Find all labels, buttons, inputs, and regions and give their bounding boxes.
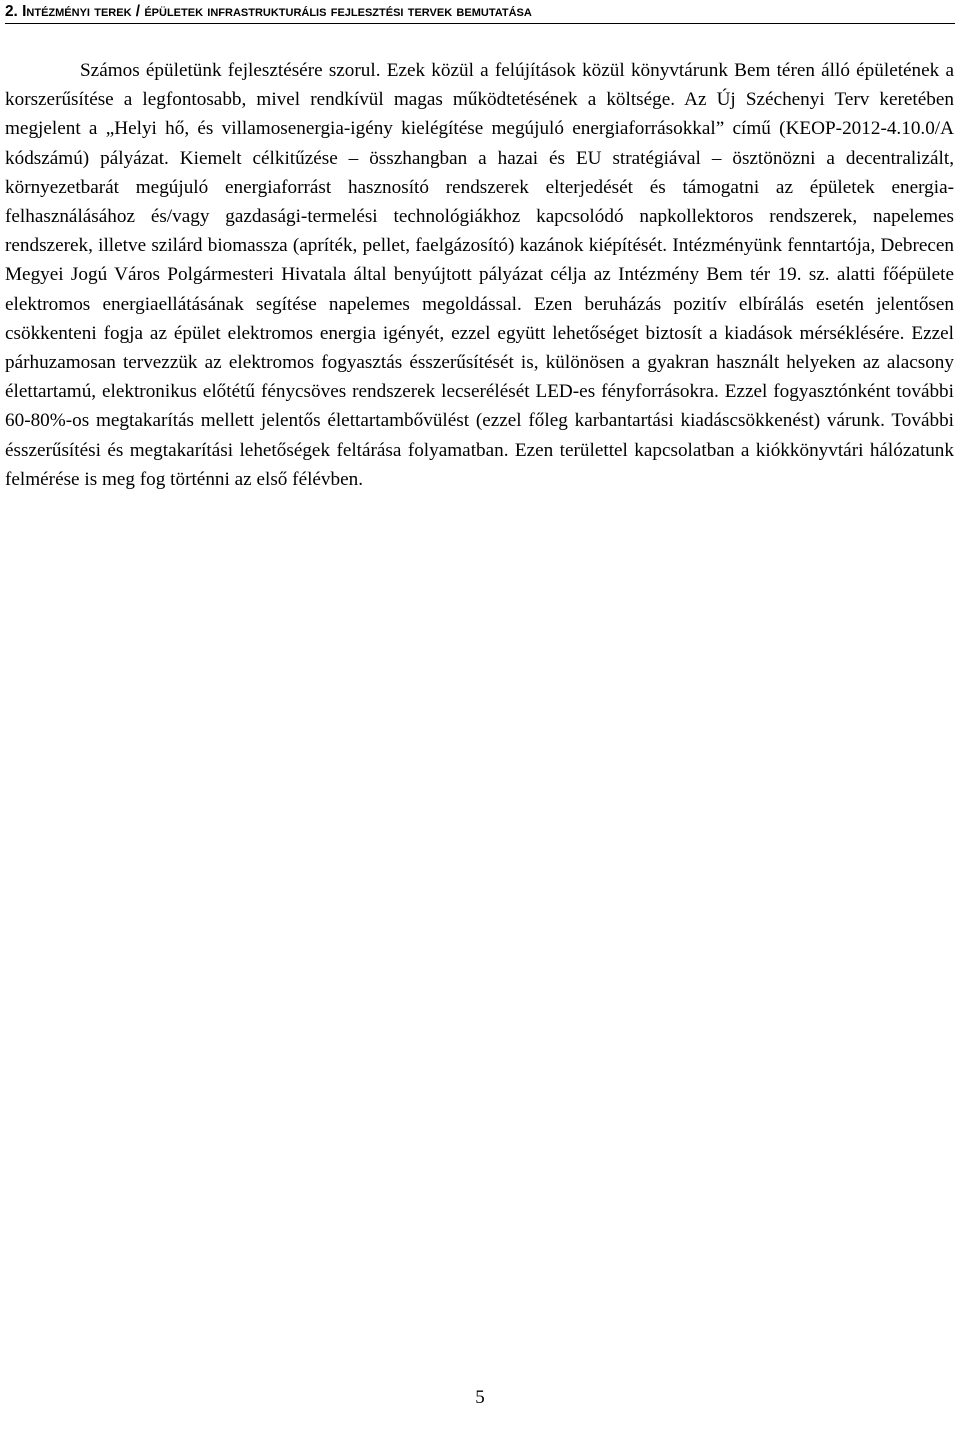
section-title: Intézményi terek / épületek infrastrukturális fejlesztési tervek bemutatása (22, 3, 532, 20)
section-number: 2. (5, 3, 18, 20)
body-paragraph: Számos épületünk fejlesztésére szorul. Ezek közül a felújítások közül könyvtárunk Bem téren álló épületének a korszerűsítése a legfontosabb, mivel rendkívül magas működtetésének a költsége. Az Új Széchenyi Terv keretében megjelent a „Helyi hő, és villamosenergia-igény kielégítése megújuló energiaforrásokkal” című (KEOP-2012-4.10.0/A kódszámú) pályázat. Kiemelt célkitűzése – összhangban a hazai és EU stratégiával – ösztönözni a decentralizált, környezetbarát megújuló energiaforrást hasznosító rendszerek elterjedését és támogatni az épületek energia-felhasználásához és/vagy gazdasági-termelési technológiákhoz kapcsolódó napkollektoros rendszerek, napelemes rendszerek, illetve szilárd biomassza (apríték, pellet, faelgázosító) kazánok kiépítését. Intézményünk fenntartója, Debrecen Megyei Jogú Város Polgármesteri Hivatala által benyújtott pályázat célja az Intézmény Bem tér 19. sz. alatti főépülete elektromos energiaellátásának segítése napelemes megoldással. Ezen beruházás pozitív elbírálás esetén jelentősen csökkenteni fogja az épület elektromos energia igényét, ezzel együtt lehetőséget biztosít a kiadások mérséklésére. Ezzel párhuzamosan tervezzük az elektromos fogyasztás ésszerűsítését is, különösen a gyakran használt helyeken az alacsony élettartamú, elektronikus előtétű fénycsöves rendszerek lecserélését LED-es fényforrásokra. Ezzel fogyasztónként további 60-80%-os megtakarítás mellett jelentős élettartambővülést (ezzel főleg karbantartási kiadáscsökkenést) várunk. További ésszerűsítési és megtakarítási lehetőségek feltárása folyamatban. Ezen területtel kapcsolatban a kiókkönyvtári hálózatunk felmérése is meg fog történni az első félévben. (5, 60, 954, 490)
section-heading (5, 2, 955, 24)
page-number: 5 (475, 1387, 485, 1408)
